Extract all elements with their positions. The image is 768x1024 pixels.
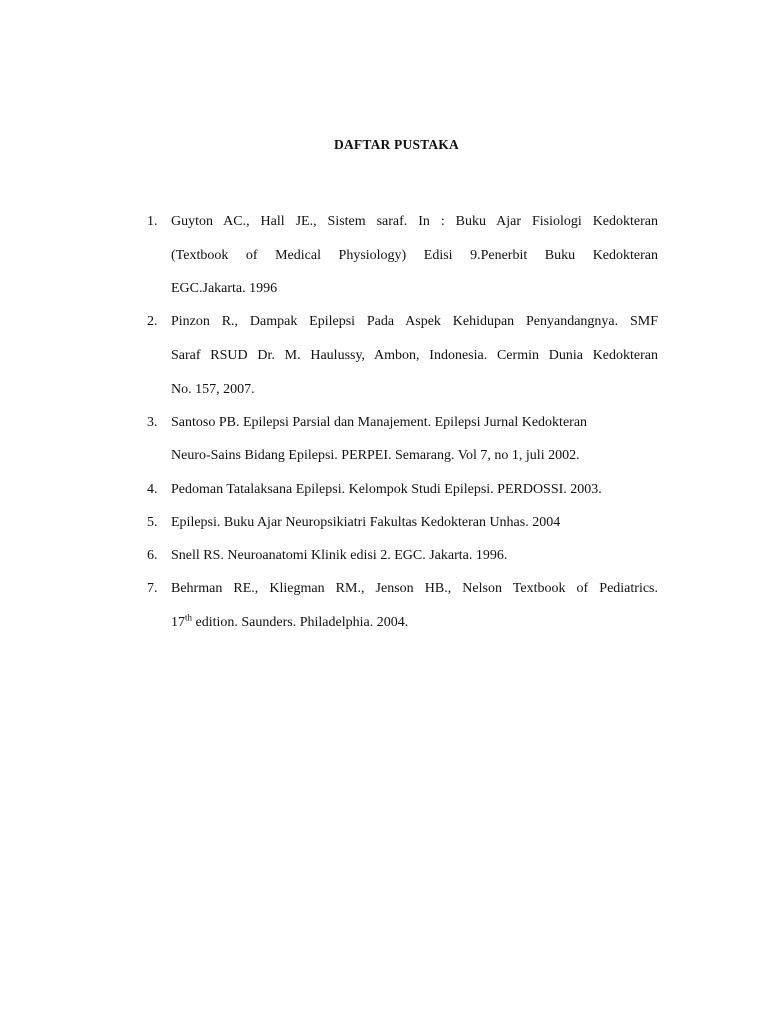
reference-item-1 [147,205,658,306]
reference-text [171,205,658,306]
reference-number: 4. [147,481,158,497]
reference-item-7 [147,572,658,639]
edition-ordinal-suffix: th [185,612,193,623]
reference-text [171,305,658,406]
reference-line: Pinzon R., Dampak Epilepsi Pada Aspek Kehidupan Penyandangnya. SMF [171,314,658,330]
reference-item-2 [147,305,658,406]
edition-rest: edition. Saunders. Philadelphia. 2004. [192,614,409,630]
reference-line: Guyton AC., Hall JE., Sistem saraf. In : Buku Ajar Fisiologi Kedokteran [171,214,658,229]
reference-line-edition [171,606,658,640]
reference-line: Saraf RSUD Dr. M. Haulussy, Ambon, Indonesia. Cermin Dunia Kedokteran [171,347,658,363]
reference-line: Santoso PB. Epilepsi Parsial dan Manajement. Epilepsi Jurnal Kedokteran [171,414,588,430]
page-title: DAFTAR PUSTAKA [334,137,459,152]
reference-line: Epilepsi. Buku Ajar Neuropsikiatri Fakultas Kedokteran Unhas. 2004 [171,514,561,530]
reference-line: Snell RS. Neuroanatomi Klinik edisi 2. EGC. Jakarta. 1996. [171,547,508,563]
reference-text [171,406,658,473]
reference-text [171,572,658,639]
reference-number: 2. [147,314,158,330]
reference-line: No. 157, 2007. [171,381,255,397]
reference-line: EGC.Jakarta. 1996 [171,281,278,297]
reference-text [171,506,658,540]
reference-item-6 [147,539,658,573]
reference-line: Behrman RE., Kliegman RM., Jenson HB., Nelson Textbook of Pediatrics. [171,581,658,597]
reference-number: 5. [147,514,158,530]
reference-line: (Textbook of Medical Physiology) Edisi 9.Penerbit Buku Kedokteran [171,247,658,263]
reference-number: 1. [147,214,158,229]
edition-number: 17 [171,614,185,630]
reference-line: Pedoman Tatalaksana Epilepsi. Kelompok Studi Epilepsi. PERDOSSI. 2003. [171,481,602,497]
reference-list [147,205,658,639]
reference-text [171,473,658,507]
reference-number: 6. [147,547,158,563]
reference-number: 7. [147,581,158,597]
reference-text [171,539,658,573]
reference-item-4 [147,473,658,507]
reference-number: 3. [147,414,158,430]
reference-item-3 [147,406,658,473]
reference-item-5 [147,506,658,540]
reference-line: Neuro-Sains Bidang Epilepsi. PERPEI. Semarang. Vol 7, no 1, juli 2002. [171,448,580,464]
